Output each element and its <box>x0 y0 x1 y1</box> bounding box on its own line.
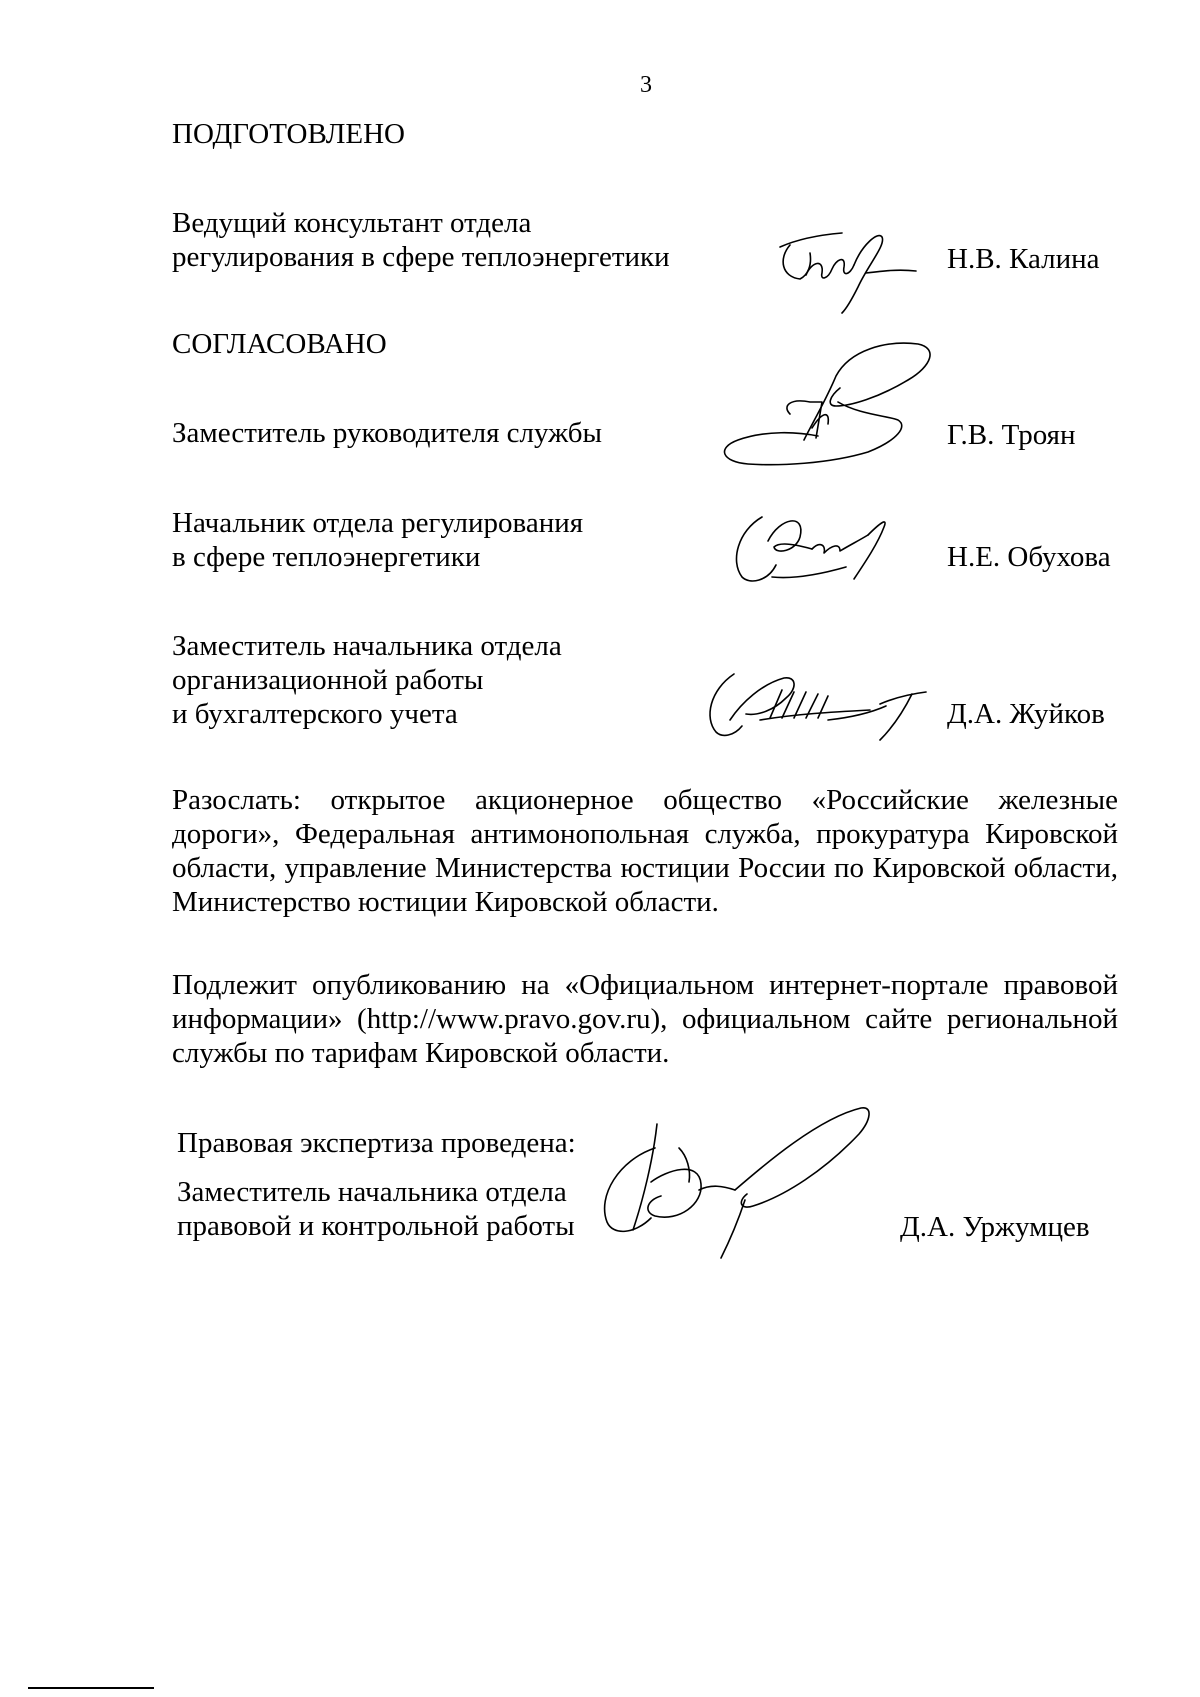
approver-2-position-line-1: Начальник отдела регулирования <box>172 507 584 539</box>
approver-2-name: Н.Е. Обухова <box>947 541 1111 573</box>
prepared-heading: ПОДГОТОВЛЕНО <box>172 118 405 150</box>
approver-1-name: Г.В. Троян <box>947 419 1076 451</box>
approver-3-position-line-2: организационной работы <box>172 664 484 696</box>
distribution-list: Разослать: открытое акционерное общество «Российские железные дороги», Федеральная антимонопольная служба, прокуратура Кировской области, управление Министерства юстиции России по Кировской области, Министерство юстиции Кировской области. <box>172 784 1118 918</box>
signature-troyan <box>718 340 948 500</box>
signature-zhuikov <box>700 670 930 750</box>
approver-3-position-line-1: Заместитель начальника отдела <box>172 630 562 662</box>
approver-3-position-line-3: и бухгалтерского учета <box>172 698 458 730</box>
signature-obukhova <box>728 505 898 595</box>
publication-note: Подлежит опубликованию на «Официальном интернет-портале правовой информации» (http://www.pravo.gov.ru), официальном сайте региональной службы по тарифам Кировской области. <box>172 969 1118 1069</box>
footer-rule <box>28 1687 154 1689</box>
approved-heading: СОГЛАСОВАНО <box>172 328 387 360</box>
signature-urzhumtsev <box>595 1100 885 1260</box>
prepared-signer-name: Н.В. Калина <box>947 243 1100 275</box>
prepared-position-line-2: регулирования в сфере теплоэнергетики <box>172 241 670 273</box>
signature-kalina <box>770 225 920 315</box>
legal-review-position-line-2: правовой и контрольной работы <box>177 1210 575 1242</box>
legal-review-signer-name: Д.А. Уржумцев <box>900 1211 1090 1243</box>
approver-3-name: Д.А. Жуйков <box>947 698 1105 730</box>
legal-review-position-line-1: Заместитель начальника отдела <box>177 1176 567 1208</box>
approver-2-position-line-2: в сфере теплоэнергетики <box>172 541 481 573</box>
legal-review-heading: Правовая экспертиза проведена: <box>177 1127 576 1159</box>
page-number: 3 <box>640 72 652 98</box>
prepared-position-line-1: Ведущий консультант отдела <box>172 207 532 239</box>
approver-1-position: Заместитель руководителя службы <box>172 417 603 449</box>
